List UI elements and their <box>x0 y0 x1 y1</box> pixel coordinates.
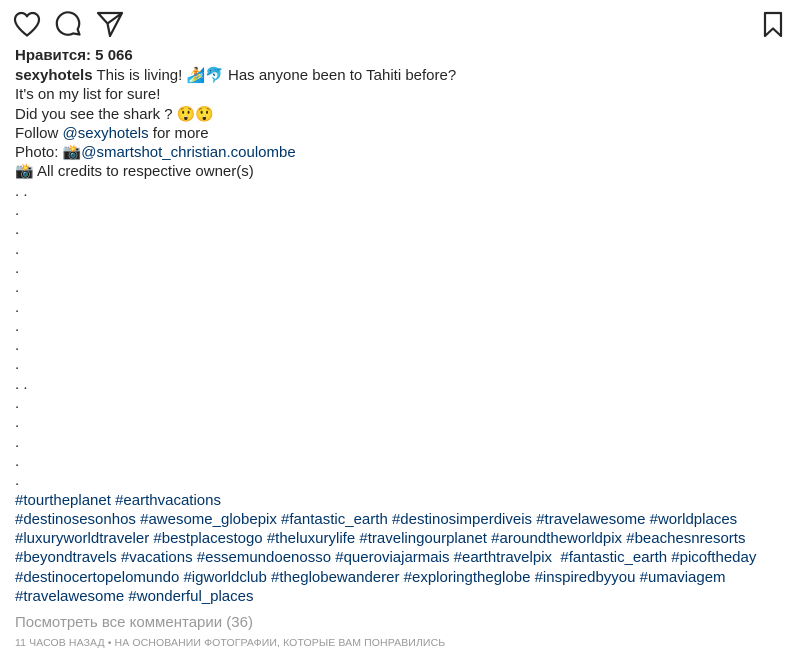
dot-line: . <box>15 298 20 316</box>
dot-line: . <box>15 433 20 451</box>
caption-line: It's on my list for sure! <box>15 86 161 104</box>
hashtag-link[interactable]: #aroundtheworldpix <box>491 530 623 548</box>
caption-line <box>15 143 785 162</box>
dot-line: . <box>15 337 20 355</box>
dot-line: . <box>15 202 20 220</box>
hashtag-link[interactable]: #travelingourplanet <box>359 530 487 548</box>
hashtag-link[interactable]: #beachesnresorts <box>626 530 746 548</box>
hashtag-link[interactable]: #worldplaces <box>649 510 738 528</box>
dot-line: . <box>15 414 20 432</box>
hashtag-line <box>15 587 785 606</box>
heart-icon[interactable] <box>11 8 43 40</box>
caption-line <box>15 124 785 143</box>
hashtag-link[interactable]: #beyondtravels <box>15 549 117 567</box>
caption-text: Photo: 📸 <box>15 144 82 162</box>
dot-line: . <box>15 259 20 277</box>
hashtag-link[interactable]: #essemundoenosso <box>196 549 332 567</box>
dot-line: . <box>15 279 20 297</box>
hashtag-link[interactable]: #theglobewanderer <box>271 568 400 586</box>
hashtag-link[interactable]: #destinosesonhos <box>15 510 136 528</box>
hashtag-line <box>15 548 785 567</box>
hashtag-link[interactable]: #exploringtheglobe <box>403 568 531 586</box>
hashtag-link[interactable]: #umaviagem <box>639 568 726 586</box>
caption-line: 📸 All credits to respective owner(s) <box>15 163 254 181</box>
hashtag-link[interactable]: #tourtheplanet <box>15 491 111 509</box>
hashtag-link[interactable]: #vacations <box>120 549 193 567</box>
like-count[interactable]: Нравится: 5 066 <box>15 47 133 64</box>
dot-line: . <box>15 452 20 470</box>
dot-separator <box>15 182 785 491</box>
post-timestamp: 11 ЧАСОВ НАЗАД • НА ОСНОВАНИИ ФОТОГРАФИИ, КОТОРЫЕ ВАМ ПОНРАВИЛИСЬ <box>15 637 446 649</box>
dot-line: . <box>15 240 20 258</box>
hashtag-link[interactable]: #destinocertopelomundo <box>15 568 180 586</box>
hashtag-line <box>15 568 785 587</box>
hashtag-link[interactable]: #travelawesome <box>15 588 125 606</box>
hashtag-link[interactable]: #travelawesome <box>536 510 646 528</box>
hashtag-link[interactable]: #destinosimperdiveis <box>391 510 533 528</box>
caption-line <box>15 66 785 85</box>
view-all-comments-link[interactable]: Посмотреть все комментарии (36) <box>15 614 253 631</box>
hashtag-link[interactable]: #theluxurylife <box>266 530 356 548</box>
mention-link[interactable]: @smartshot_christian.coulombe <box>81 144 296 162</box>
hashtag-link[interactable]: #bestplacestogo <box>153 530 263 548</box>
hashtag-line <box>15 529 785 548</box>
hashtag-link[interactable]: #fantastic_earth <box>281 510 388 528</box>
hashtag-block <box>15 491 785 607</box>
caption-text: for more <box>148 124 209 142</box>
hashtag-line <box>15 510 785 529</box>
bookmark-icon[interactable] <box>756 8 788 40</box>
speech-bubble-icon[interactable] <box>52 8 84 40</box>
dot-line: . <box>15 221 20 239</box>
hashtag-link[interactable]: #wonderful_places <box>128 588 254 606</box>
dot-line: . <box>15 317 20 335</box>
hashtag-link[interactable]: #igworldclub <box>183 568 267 586</box>
dot-line: . . <box>15 375 28 393</box>
hashtag-link[interactable]: #earthvacations <box>115 491 221 509</box>
post-caption <box>15 66 785 606</box>
hashtag-link[interactable]: #awesome_globepix <box>140 510 277 528</box>
dot-line: . . <box>15 182 28 200</box>
hashtag-link[interactable]: #queroviajarmais <box>335 549 450 567</box>
hashtag-link[interactable]: #inspiredbyyou <box>534 568 636 586</box>
hashtag-line <box>15 491 785 510</box>
dot-line: . <box>15 472 20 490</box>
caption-line: Did you see the shark ? 😲😲 <box>15 105 215 123</box>
dot-line: . <box>15 395 20 413</box>
action-bar <box>0 0 800 46</box>
hashtag-link[interactable]: #earthtravelpix <box>453 549 553 567</box>
username-link[interactable]: sexyhotels <box>15 67 93 84</box>
hashtag-link[interactable]: #fantastic_earth <box>556 549 668 567</box>
dot-line: . <box>15 356 20 374</box>
mention-link[interactable]: @sexyhotels <box>62 124 149 142</box>
hashtag-link[interactable]: #picoftheday <box>671 549 757 567</box>
caption-text: Follow <box>15 124 63 142</box>
paper-plane-icon[interactable] <box>94 8 126 40</box>
caption-text: This is living! 🏄🐬 Has anyone been to Tahiti before? <box>92 67 457 84</box>
hashtag-link[interactable]: #luxuryworldtraveler <box>15 530 150 548</box>
